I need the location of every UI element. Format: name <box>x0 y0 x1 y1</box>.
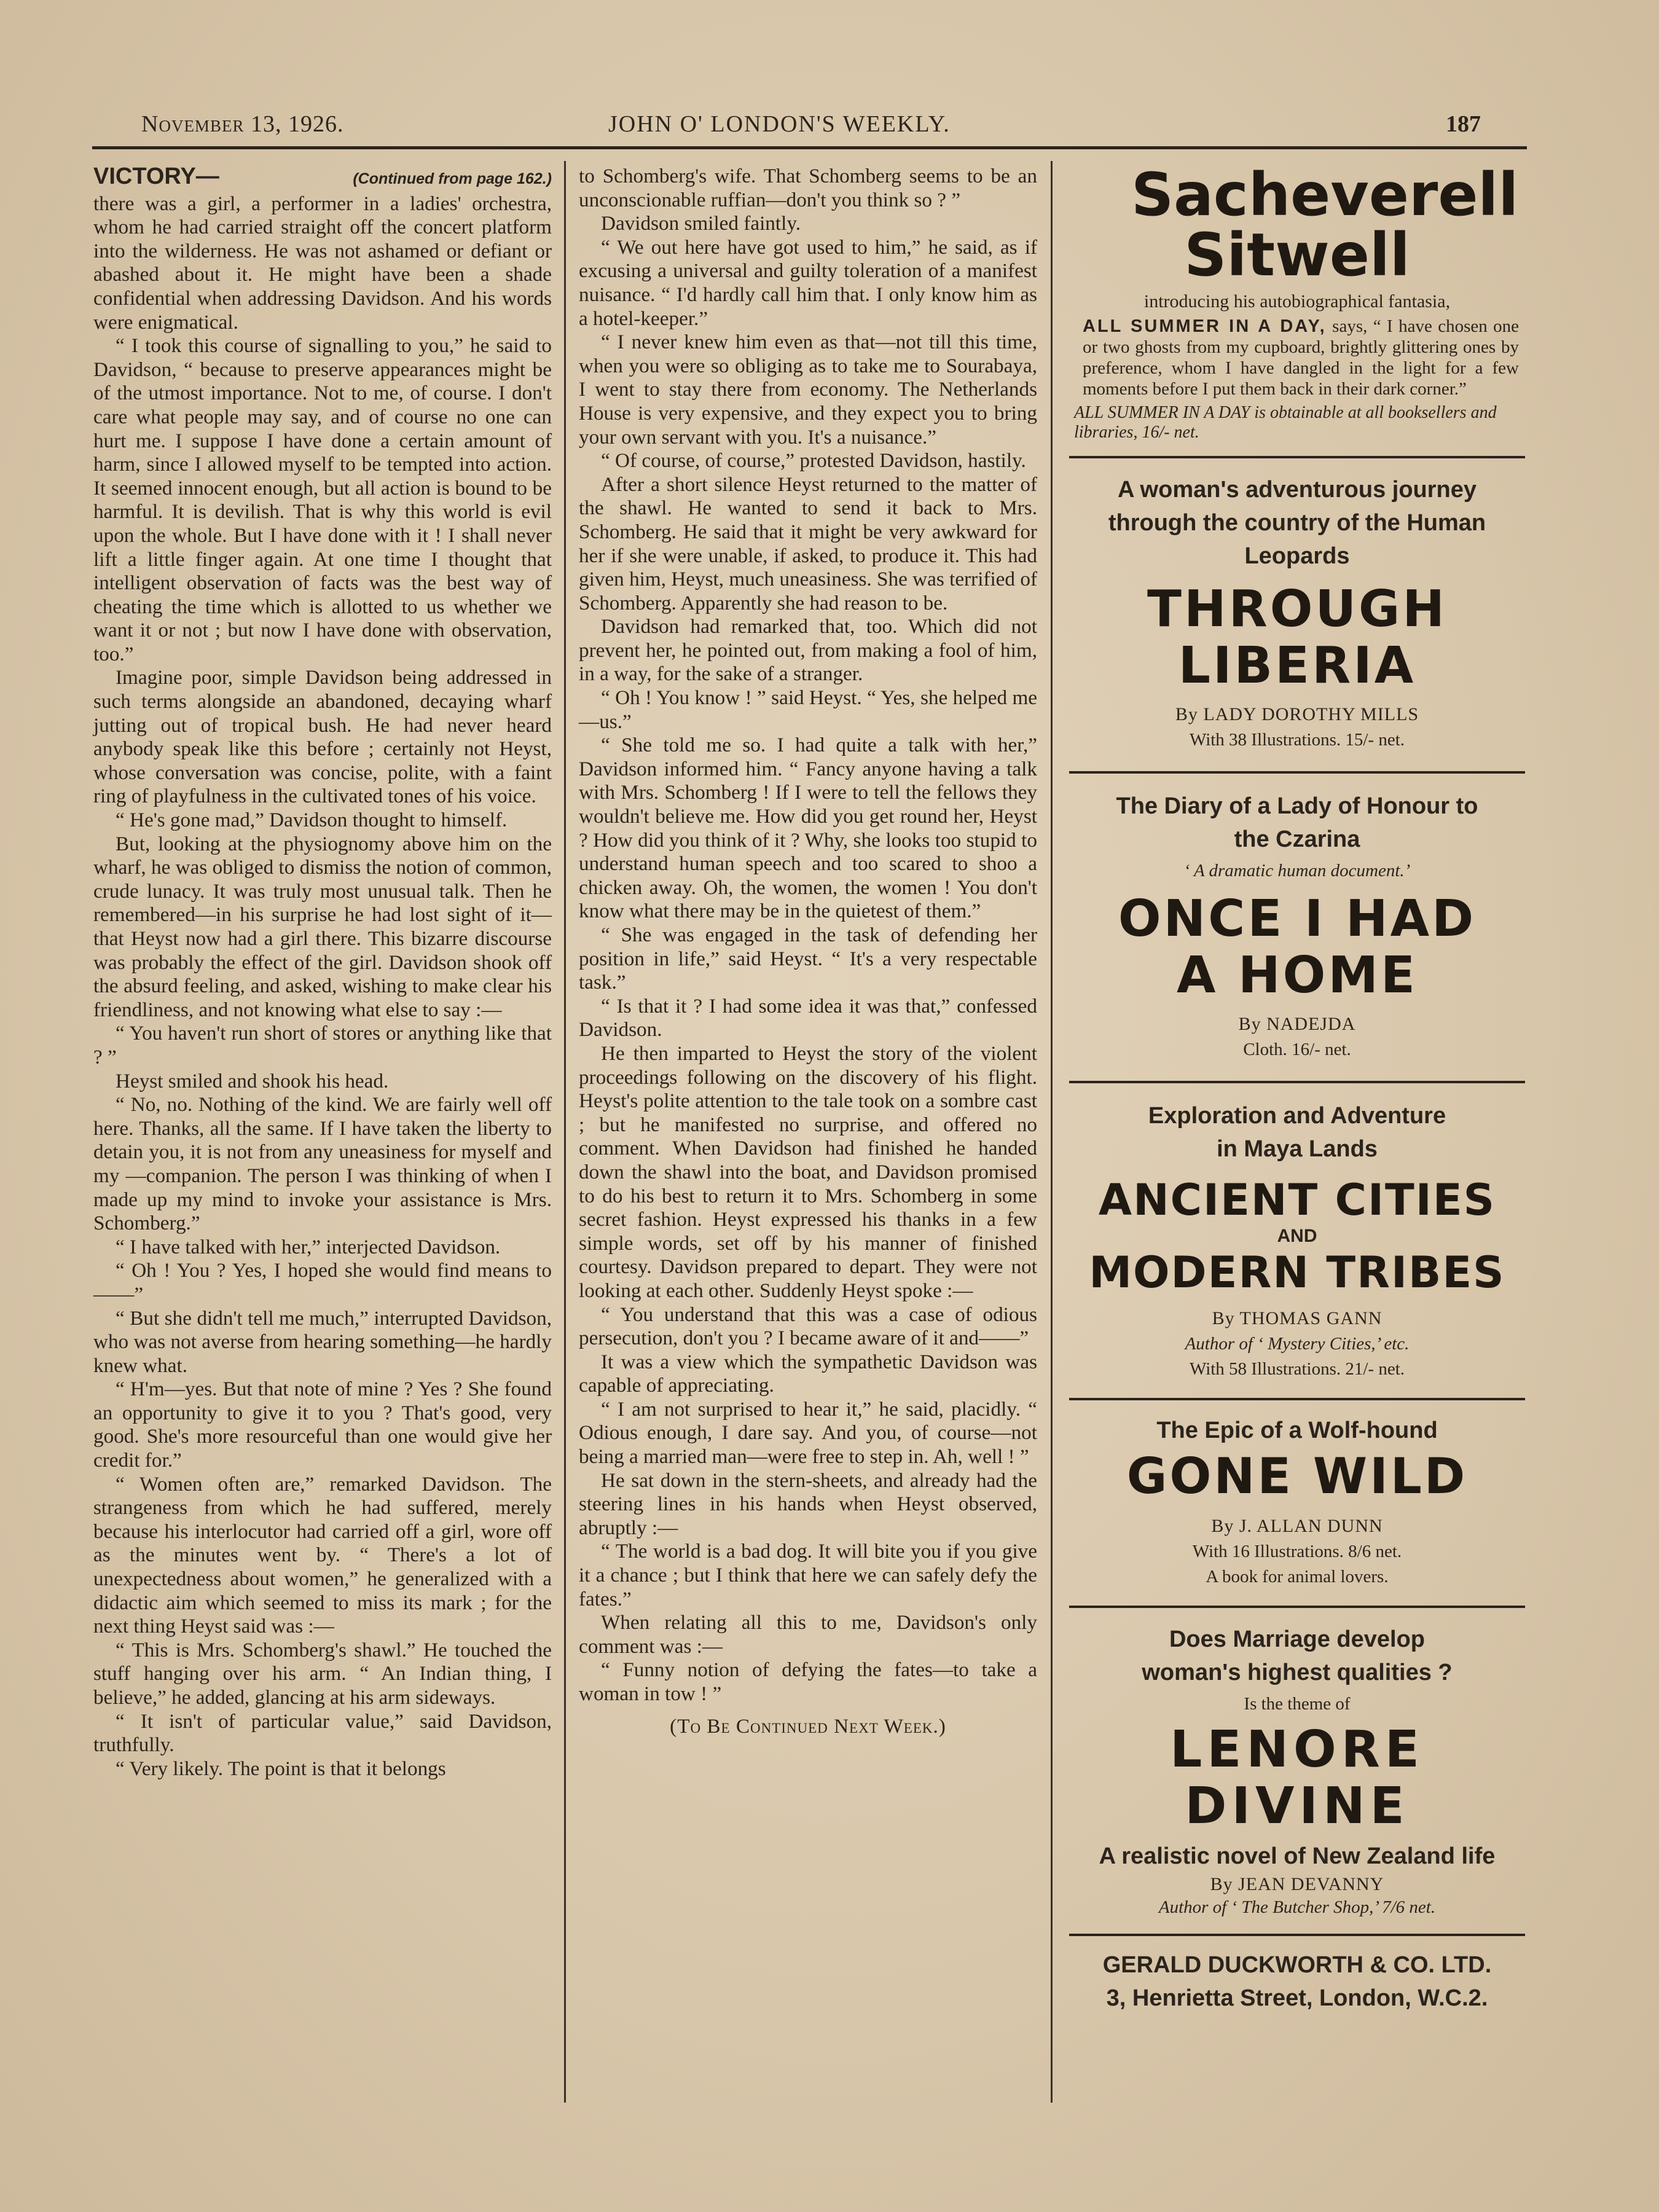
article-paragraph: “ She was engaged in the task of defending her position in life,” said Heyst. “ It's a very respectable task.” <box>579 924 1037 994</box>
article-paragraph: “ Very likely. The point is that it belongs <box>116 1757 446 1780</box>
article-paragraph: “ She told me so. I had quite a talk with her,” Davidson informed him. “ Fancy anyone having a talk with Mrs. Schomberg ! If I were to tell the fellows they wouldn't believe me. How did you get round her, Heyst ? How did you think of it ? Why, she looks too stupid to understand human speech and too scared to shoo a chicken away. Oh, the women, the women ! You don't know what there may be in the quietest of them.” <box>579 734 1037 923</box>
ad-divider <box>1069 1934 1525 1936</box>
article-paragraph: He sat down in the stern-sheets, and already had the steering lines in his hands when Heyst observed, abruptly :— <box>579 1469 1037 1539</box>
article-heading <box>93 165 552 191</box>
ad-tagline: A woman's adventurous journey through the country of the Human Leopards <box>1108 477 1486 569</box>
article-paragraph: there was a girl, a performer in a ladies' orchestra, whom he had carried straight off the concert platform into the wilderness. He was not ashamed or defiant or abashed about it. He might have been a shade confidential when addressing Davidson. And his words were enigmatical. <box>93 192 552 334</box>
article-paragraph: “ Oh ! You ? Yes, I hoped she would find means to——” <box>93 1259 552 1306</box>
publisher-block <box>1069 1948 1525 2015</box>
article-paragraph: “ You understand that this was a case of odious persecution, don't you ? I became aware of it and——” <box>579 1303 1037 1350</box>
book-title: GONE WILD <box>1126 1448 1468 1505</box>
article-paragraph: “ H'm—yes. But that note of mine ? Yes ? She found an opportunity to give it to you ? That's good, very good. She's more resourceful than one would give her credit for.” <box>93 1378 552 1472</box>
book-title-line-2: LIBERIA <box>1178 637 1416 695</box>
article-paragraph: “ Is that it ? I had some idea it was that,” confessed Davidson. <box>579 994 1037 1041</box>
header-rule <box>92 146 1527 149</box>
ad-liberia <box>1069 458 1525 771</box>
ad-tagline: Does Marriage develop woman's highest qualities ? <box>1142 1626 1453 1685</box>
book-details: Cloth. 16/- net. <box>1243 1040 1351 1059</box>
article-title: VICTORY— <box>93 163 219 189</box>
book-title: ALL SUMMER IN A DAY, <box>1083 316 1327 336</box>
book-title-line-1: ANCIENT CITIES <box>1098 1175 1496 1225</box>
publisher-name: GERALD DUCKWORTH & CO. LTD. <box>1102 1952 1492 1978</box>
book-author: By THOMAS GANN <box>1212 1308 1382 1328</box>
book-title-line-1: THROUGH <box>1147 580 1447 638</box>
book-author: By JEAN DEVANNY <box>1210 1874 1384 1894</box>
publisher-address: 3, Henrietta Street, London, W.C.2. <box>1106 1985 1488 2011</box>
article-paragraph: “ You haven't run short of stores or anything like that ? ” <box>93 1022 552 1069</box>
article-paragraph: “ Funny notion of defying the fates—to take a woman in tow ! ” <box>579 1658 1037 1705</box>
article-paragraph: “ But she didn't tell me much,” interrupted Davidson, who was not averse from hearing something—he hardly knew what. <box>93 1306 552 1377</box>
column-divider <box>564 161 566 2103</box>
book-author: By J. ALLAN DUNN <box>1211 1516 1383 1536</box>
ad-tagline: The Epic of a Wolf-hound <box>1156 1418 1438 1443</box>
article-paragraph: “ No, no. Nothing of the kind. We are fairly well off here. Thanks, all the same. If I have taken the liberty to detain you, it is not from any uneasiness for myself and my —companion. The person I was thinking of when I made up my mind to invoke your assistance is Mrs. Schomberg.” <box>93 1093 552 1235</box>
ad-once-i-had-a-home <box>1069 774 1525 1081</box>
article-paragraph: “ Oh ! You know ! ” said Heyst. “ Yes, she helped me—us.” <box>579 686 1037 733</box>
book-title-line-1: ONCE I HAD <box>1118 890 1477 948</box>
article-paragraph: “ This is Mrs. Schomberg's shawl.” He touched the stuff hanging over his arm. “ An Indian thing, I believe,” he added, glancing at his arm sideways. <box>93 1638 552 1709</box>
article-paragraph: “ I am not surprised to hear it,” he said, placidly. “ Odious enough, I dare say. And you, of course—not being a married man—were free to step in. Ah, well ! ” <box>579 1397 1037 1469</box>
says-label: says, <box>1332 316 1368 336</box>
ad-sitwell-author <box>1069 160 1525 289</box>
article-paragraph: When relating all this to me, Davidson's only comment was :— <box>579 1611 1037 1658</box>
book-title-line-2: DIVINE <box>1185 1777 1410 1835</box>
availability-note: ALL SUMMER IN A DAY is obtainable at all booksellers and libraries, 16/- net. <box>1074 403 1497 442</box>
article-column-1 <box>93 165 552 1781</box>
advertisement-column <box>1069 161 1525 2015</box>
ad-sitwell <box>1069 160 1525 442</box>
article-paragraph: Davidson had remarked that, too. Which did not prevent her, he pointed out, from making a fool of him, in a way, for the sake of a stranger. <box>579 615 1037 686</box>
article-paragraph: to Schomberg's wife. That Schomberg seems to be an unconscionable ruffian—don't you think so ? ” <box>579 165 1037 211</box>
article-paragraph: “ Of course, of course,” protested Davidson, hastily. <box>601 449 1026 473</box>
book-title-line-1: LENORE <box>1170 1720 1424 1779</box>
article-paragraph: “ I have talked with her,” interjected Davidson. <box>116 1235 501 1258</box>
ad-gone-wild <box>1069 1400 1525 1606</box>
ad-tagline: The Diary of a Lady of Honour to the Czarina <box>1116 793 1478 852</box>
article-paragraph: “ We out here have got used to him,” he said, as if excusing a universal and guilty toleration of a manifest nuisance. “ I'd hardly call him that. I only know him as a hotel-keeper.” <box>579 235 1037 330</box>
title-conjunction: AND <box>1277 1226 1317 1246</box>
issue-date: November 13, 1926. <box>141 111 344 137</box>
author-credit: Author of ‘ The Butcher Shop,’ 7/6 net. <box>1158 1897 1436 1917</box>
author-name: Sacheverell Sitwell <box>1131 160 1519 289</box>
book-subtitle: A realistic novel of New Zealand life <box>1099 1843 1496 1869</box>
article-paragraph: Heyst smiled and shook his head. <box>116 1069 389 1092</box>
ad-sitwell-intro: introducing his autobiographical fantasia, <box>1143 291 1451 312</box>
ad-sitwell-quote-block <box>1083 316 1519 399</box>
article-paragraph: After a short silence Heyst returned to the matter of the shawl. He wanted to send it back to Mrs. Schomberg. He said that it might be very awkward for her if she were unable, if asked, to produce it. This had given him, Heyst, much uneasiness. She was terrified of Schomberg. Apparently she had reason to be. <box>579 473 1037 614</box>
article-column-2 <box>579 165 1037 1738</box>
book-title-line-2: A HOME <box>1177 946 1418 1005</box>
book-details: With 16 Illustrations. 8/6 net. <box>1192 1542 1402 1561</box>
ad-ancient-cities <box>1069 1083 1525 1398</box>
book-details: With 58 Illustrations. 21/- net. <box>1189 1359 1405 1379</box>
article-paragraph: But, looking at the physiognomy above him on the wharf, he was obliged to dismiss the notion of common, crude lunacy. It was truly most unusual talk. Then he remembered—in his surprise he had lost sight of it—that Heyst now had a girl there. This bizarre discourse was probably the effect of the girl. Davidson shook off the absurd feeling, and asked, wishing to make clear his friendliness, and not knowing what else to say :— <box>93 832 552 1021</box>
ad-lenore-divine <box>1069 1608 1525 1934</box>
to-be-continued: (To Be Continued Next Week.) <box>670 1714 946 1738</box>
article-paragraph: He then imparted to Heyst the story of the violent proceedings following on the discovery of his flight. Heyst's polite attention to the tale took on a sombre cast ; but he manifested no surprise, and offered no comment. When Davidson had finished he handed down the shawl into the boat, and Davidson promised to do his best to return it to Mrs. Schomberg in some secret fashion. Heyst expressed his thanks in a few simple words, set off by his manner of finished courtesy. Davidson prepared to depart. They were not looking at each other. Suddenly Heyst spoke :— <box>579 1041 1037 1302</box>
book-details: With 38 Illustrations. 15/- net. <box>1189 730 1405 750</box>
magazine-title: JOHN O' LONDON'S WEEKLY. <box>608 111 951 137</box>
article-paragraph: “ I took this course of signalling to you,” he said to Davidson, “ because to preserve appearances might be of the utmost importance. Not to me, of course. I don't care what people may say, and of course no one can hurt me. I suppose I have done a certain amount of harm, since I allowed myself to be tempted into action. It seemed innocent enough, but all action is bound to be harmful. It is devilish. That is why this world is evil upon the whole. But I have done with it ! I shall never lift a little finger again. At one time I thought that intelligent observation of facts was the best way of cheating the time which is allotted to us whether we want it or not ; but now I have done with observation, too.” <box>93 334 552 665</box>
book-author: By LADY DOROTHY MILLS <box>1175 704 1419 724</box>
ad-quote: ‘ A dramatic human document.’ <box>1183 861 1411 880</box>
article-paragraph: “ The world is a bad dog. It will bite you if you give it a chance ; but I think that here we can safely defy the fates.” <box>579 1540 1037 1610</box>
running-head <box>92 111 1481 147</box>
author-credit: Author of ‘ Mystery Cities,’ etc. <box>1185 1334 1410 1354</box>
continued-note: (Continued from page 162.) <box>353 170 552 187</box>
page-number: 187 <box>1446 111 1481 137</box>
article-paragraph: “ Women often are,” remarked Davidson. The strangeness from which he had suffered, merely because his interlocutor had carried off a girl, wore off as the minutes went by. “ There's a lot of unexpectedness about women,” he generalized with a didactic aim which seemed to miss its mark ; for the next thing Heyst said was :— <box>93 1472 552 1638</box>
ad-tagline: Exploration and Adventure in Maya Lands <box>1148 1103 1446 1162</box>
book-author: By NADEJDA <box>1238 1014 1356 1034</box>
book-note: A book for animal lovers. <box>1206 1567 1389 1586</box>
article-paragraph: Imagine poor, simple Davidson being addressed in such terms alongside an abandoned, decaying wharf jutting out of tropical bush. He had never heard anybody speak like this before ; certainly not Heyst, whose conversation was concise, polite, with a faint ring of playfulness in the cultivated tones of his voice. <box>93 666 552 808</box>
article-paragraph: “ I never knew him even as that—not till this time, when you were so obliging as to take me to Sourabaya, I went to stay there from economy. The Netherlands House is very expensive, and they expect you to bring your own servant with you. It's a nuisance.” <box>579 331 1037 449</box>
article-paragraph: “ He's gone mad,” Davidson thought to himself. <box>116 809 508 832</box>
article-paragraph: “ It isn't of particular value,” said Davidson, truthfully. <box>93 1709 552 1757</box>
quote-text: “ I have chosen one or two ghosts from my cupboard, brightly glittering ones by preference, whom I have dangled in the light for a few moments before I put them back in their dark corner.” <box>1083 316 1520 399</box>
ad-theme-note: Is the theme of <box>1244 1694 1351 1714</box>
book-title-line-2: MODERN TRIBES <box>1089 1247 1505 1298</box>
column-divider <box>1051 161 1053 2103</box>
article-paragraph: It was a view which the sympathetic Davidson was capable of appreciating. <box>579 1350 1037 1397</box>
article-paragraph: Davidson smiled faintly. <box>601 212 801 235</box>
